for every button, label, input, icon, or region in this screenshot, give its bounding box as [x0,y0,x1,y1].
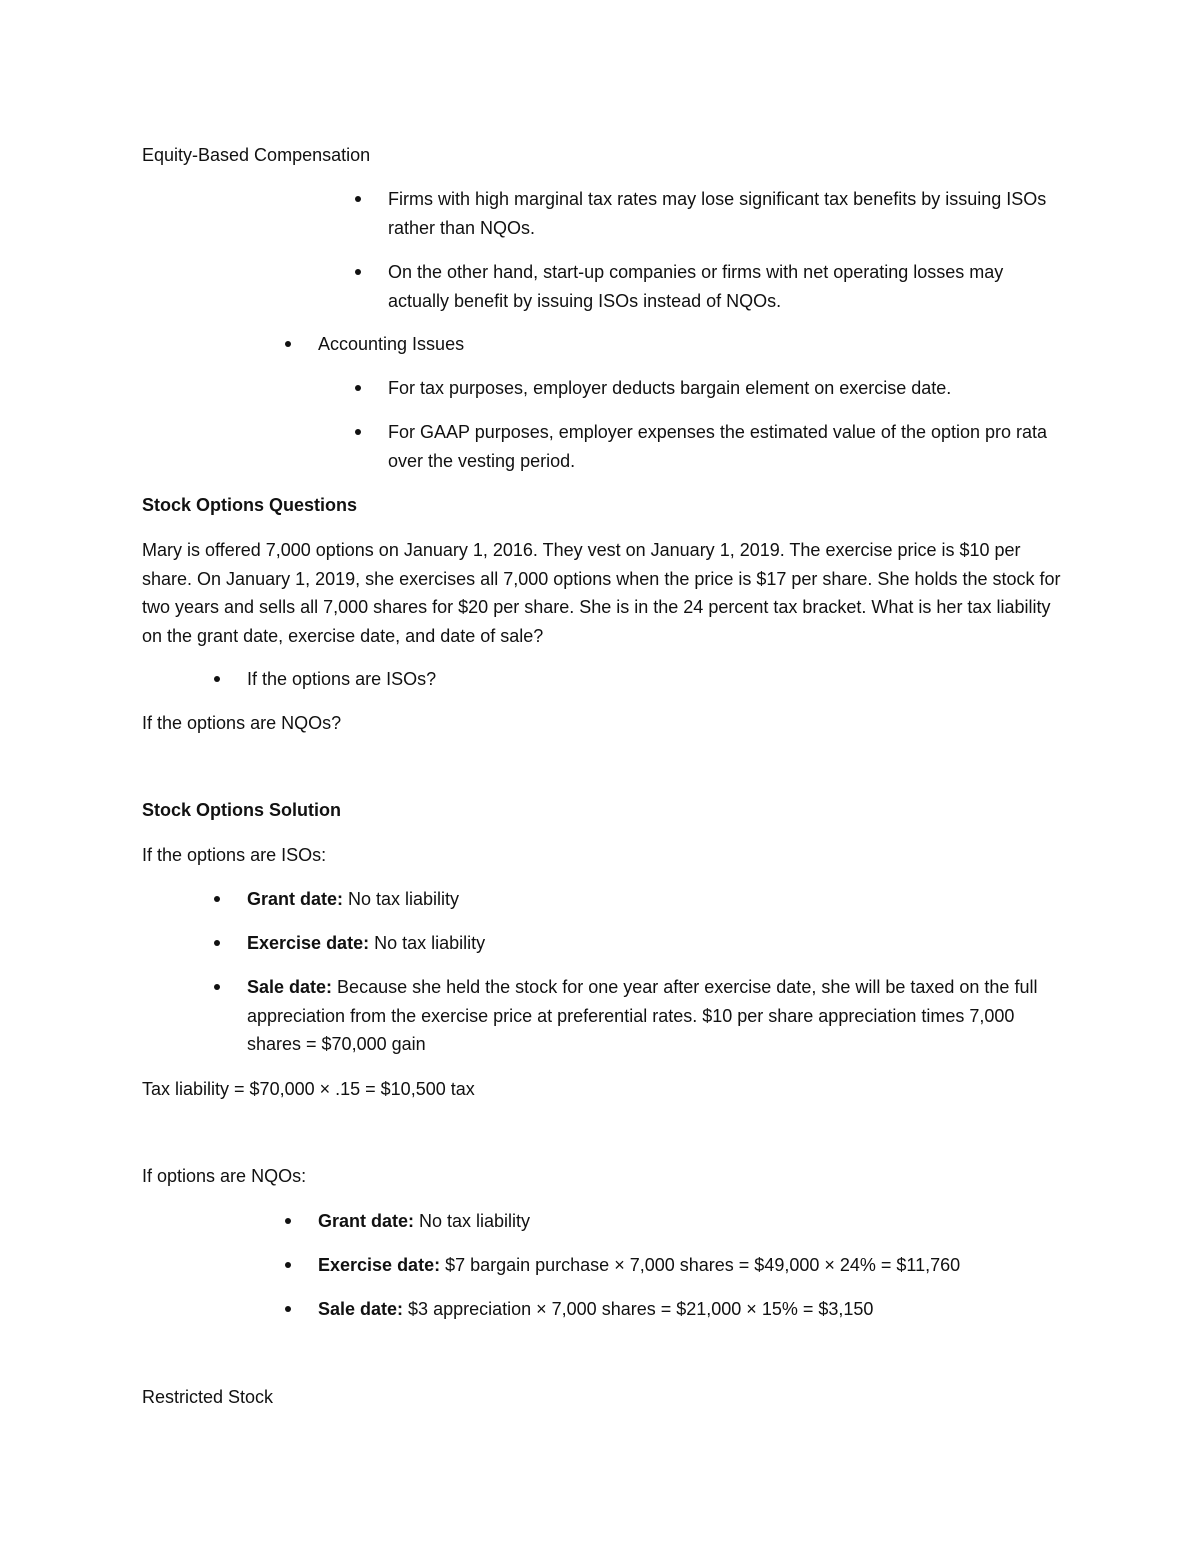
bullet-icon [214,984,220,990]
bullet-icon [214,896,220,902]
bullet-icon [285,1262,291,1268]
item-text: $3 appreciation × 7,000 shares = $21,000 × 15% = $3,150 [403,1299,874,1319]
item-label: Grant date: [318,1211,415,1231]
list-item [318,1207,1068,1236]
item-label: Exercise date: [318,1255,441,1275]
bullet-icon [355,269,361,275]
list-item: For GAAP purposes, employer expenses the estimated value of the option pro rata over the vesting period. [388,418,1068,475]
iso-intro: If the options are ISOs: [142,845,327,865]
bullet-icon [285,341,291,347]
section-title: Equity-Based Compensation [142,145,371,165]
bullet-icon [355,196,361,202]
item-label: Sale date: [318,1299,404,1319]
item-label: Sale date: [247,977,333,997]
bullet-icon [214,676,220,682]
item-text: Because she held the stock for one year after exercise date, she will be taxed on the full appreciation from the exercise price at preferential rates. $10 per share appreciation times 7,000 shares = $70,000 gain [247,977,1038,1054]
item-text: No tax liability [343,889,460,909]
list-item [247,973,1067,1059]
list-item: On the other hand, start-up companies or firms with net operating losses may actually benefit by issuing ISOs instead of NQOs. [388,258,1068,315]
nqo-question: If the options are NQOs? [142,713,342,733]
restricted-stock-heading: Restricted Stock [142,1387,274,1407]
list-item: For tax purposes, employer deducts bargain element on exercise date. [388,374,1068,403]
bullet-icon [285,1218,291,1224]
item-label: Exercise date: [247,933,370,953]
list-item [318,1251,1068,1280]
item-label: Grant date: [247,889,344,909]
item-text: No tax liability [369,933,486,953]
questions-heading: Stock Options Questions [142,495,358,515]
questions-paragraph: Mary is offered 7,000 options on January 1, 2016. They vest on January 1, 2019. The exercise price is $10 per share. On January 1, 2019, she exercises all 7,000 options when the price is $17 per share. She holds the stock for two years and sells all 7,000 shares for $20 per share. She is in the 24 percent tax bracket. What is her tax liability on the grant date, exercise date, and date of sale? [142,540,1061,646]
item-text: No tax liability [414,1211,531,1231]
list-item: Accounting Issues [318,330,1018,359]
iso-tax-liability: Tax liability = $70,000 × .15 = $10,500 tax [142,1079,475,1099]
item-text: $7 bargain purchase × 7,000 shares = $49,000 × 24% = $11,760 [440,1255,961,1275]
list-item [318,1295,1068,1324]
solution-heading: Stock Options Solution [142,800,341,820]
nqo-intro: If options are NQOs: [142,1166,307,1186]
bullet-icon [214,940,220,946]
list-item: If the options are ISOs? [247,665,1047,694]
bullet-icon [285,1306,291,1312]
list-item: Firms with high marginal tax rates may lose significant tax benefits by issuing ISOs rather than NQOs. [388,185,1068,242]
bullet-icon [355,385,361,391]
bullet-icon [355,429,361,435]
list-item [247,929,1067,958]
list-item [247,885,1067,914]
